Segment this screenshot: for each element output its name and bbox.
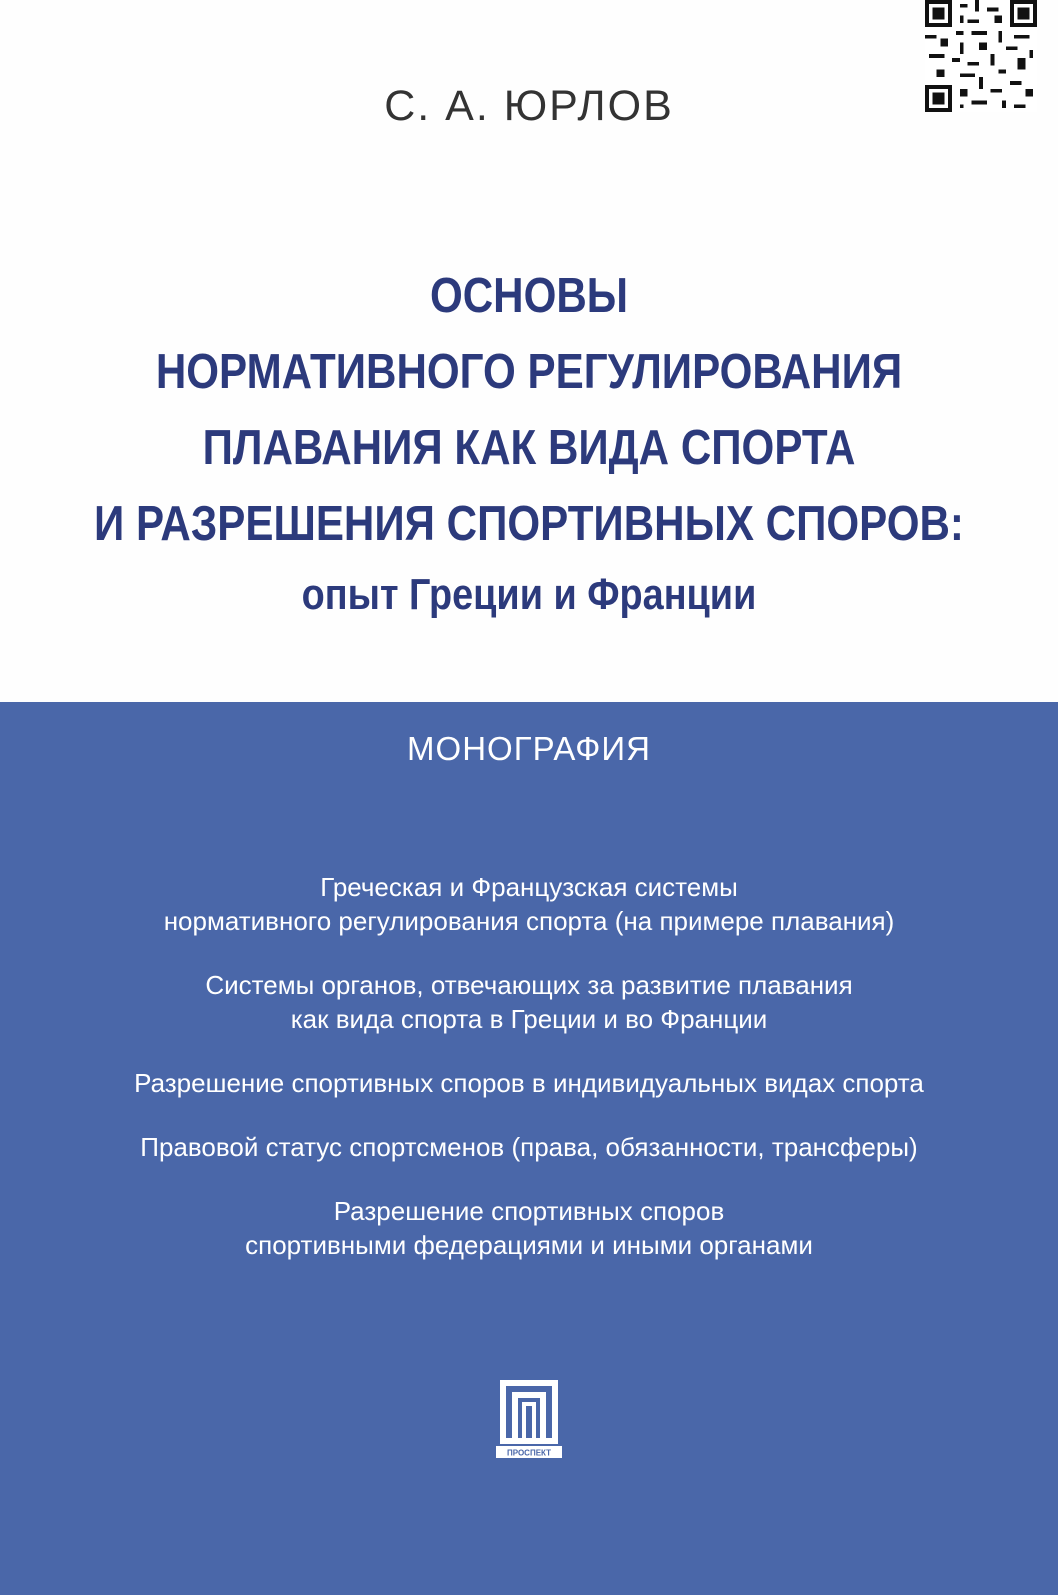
book-title (0, 258, 1058, 628)
topic-line: как вида спорта в Греции и во Франции (290, 1004, 768, 1034)
topic-line: Правовой статус спортсменов (права, обязанности, трансферы) (140, 1132, 918, 1162)
topics-list (0, 870, 1058, 1292)
topic-line: Греческая и Французская системы (320, 872, 738, 902)
topic-item (0, 1194, 1058, 1262)
topic-item (0, 1066, 1058, 1100)
topic-line: Разрешение спортивных споров (333, 1196, 725, 1226)
title-line: ПЛАВАНИЯ КАК ВИДА СПОРТА (202, 421, 856, 475)
title-line: НОРМАТИВНОГО РЕГУЛИРОВАНИЯ (155, 345, 903, 399)
topic-line: Разрешение спортивных споров в индивидуальных видах спорта (134, 1068, 924, 1098)
publisher-logo-text: ПРОСПЕКТ (506, 1448, 552, 1458)
document-type: МОНОГРАФИЯ (407, 730, 651, 767)
topic-line: нормативного регулирования спорта (на примере плавания) (163, 906, 895, 936)
book-subtitle: опыт Греции и Франции (301, 570, 757, 619)
topic-line: Системы органов, отвечающих за развитие плавания (205, 970, 853, 1000)
title-line: И РАЗРЕШЕНИЯ СПОРТИВНЫХ СПОРОВ: (94, 497, 964, 551)
topic-line: спортивными федерациями и иными органами (245, 1230, 813, 1260)
author-name: С. А. ЮРЛОВ (384, 82, 674, 130)
topic-item (0, 870, 1058, 938)
title-line: ОСНОВЫ (429, 269, 629, 323)
topic-item (0, 968, 1058, 1036)
topic-item (0, 1130, 1058, 1164)
publisher-logo-icon (494, 1380, 564, 1460)
